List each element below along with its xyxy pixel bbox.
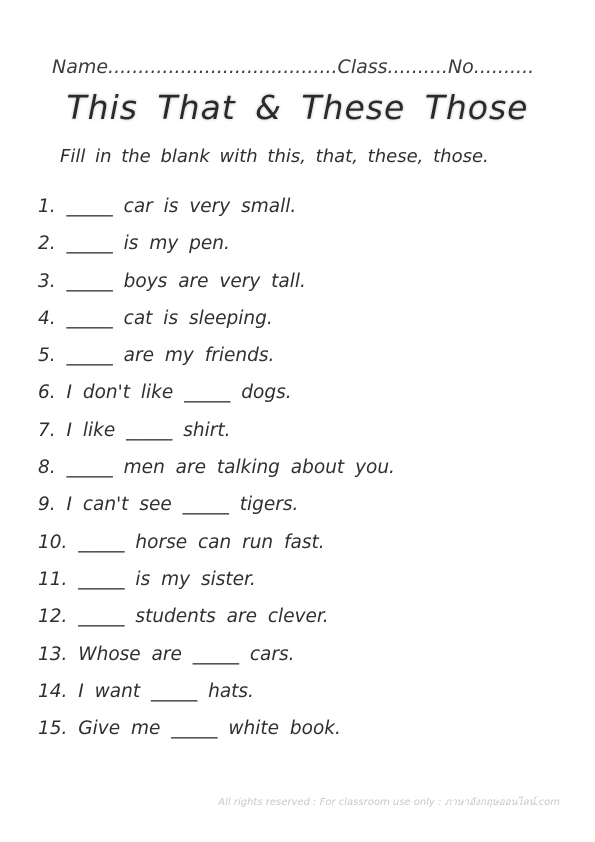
question-item: 5. _____ are my friends. bbox=[38, 345, 275, 367]
question-item: 3. _____ boys are very tall. bbox=[38, 270, 306, 292]
question-item: 1. _____ car is very small. bbox=[38, 196, 297, 217]
copyright-footer: All rights reserved : For classroom use only : ภาษาอังกฤษออนไลน์.com bbox=[218, 797, 560, 808]
question-item: 10. _____ horse can run fast. bbox=[38, 531, 325, 553]
question-item: 12. _____ students are clever. bbox=[38, 606, 329, 628]
question-item: 4. _____ cat is sleeping. bbox=[38, 307, 273, 329]
question-item: 2. _____ is my pen. bbox=[38, 233, 230, 255]
question-item: 8. _____ men are talking about you. bbox=[38, 457, 395, 479]
question-list bbox=[38, 193, 395, 752]
worksheet-instruction: Fill in the blank with this, that, these, those. bbox=[60, 146, 489, 167]
question-item: 11. _____ is my sister. bbox=[38, 568, 256, 590]
question-item: 14. I want _____ hats. bbox=[38, 680, 254, 702]
worksheet-title: This That & These Those bbox=[66, 88, 529, 127]
question-item: 7. I like _____ shirt. bbox=[38, 419, 231, 441]
student-info-line: Name......................................Class..........No.......... bbox=[52, 56, 535, 78]
question-item: 13. Whose are _____ cars. bbox=[38, 643, 295, 665]
question-item: 15. Give me _____ white book. bbox=[38, 718, 341, 740]
question-item: 6. I don't like _____ dogs. bbox=[38, 382, 292, 404]
question-item: 9. I can't see _____ tigers. bbox=[38, 494, 299, 516]
